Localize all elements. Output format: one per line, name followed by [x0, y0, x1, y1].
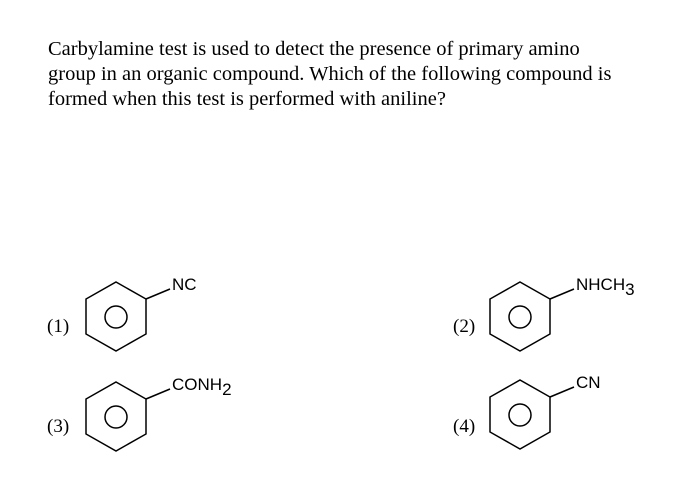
bond	[146, 289, 170, 299]
option-2-structure	[484, 270, 684, 370]
option-3-number: (3)	[47, 416, 70, 437]
aromatic-circle	[509, 404, 531, 426]
bond	[146, 389, 170, 399]
option-2-number: (2)	[453, 316, 476, 337]
benzene-ring	[86, 282, 146, 351]
benzene-ring	[86, 382, 146, 451]
substituent-label: CN	[576, 373, 601, 392]
option-4-number: (4)	[453, 416, 476, 437]
benzene-ring	[490, 380, 550, 449]
bond	[550, 289, 574, 299]
option-1-structure	[80, 270, 230, 370]
substituent-label: NC	[172, 275, 197, 294]
substituent-label: CONH2	[172, 375, 232, 399]
option-3-structure	[80, 370, 280, 470]
question-text: Carbylamine test is used to detect the presence of primary amino group in an organic compound. Which of the following compound is formed when this test is performed with aniline?	[48, 38, 612, 110]
aromatic-circle	[509, 306, 531, 328]
bond	[550, 387, 574, 397]
option-1-number: (1)	[47, 316, 70, 337]
benzene-ring	[490, 282, 550, 351]
aromatic-circle	[105, 406, 127, 428]
option-4-structure	[484, 368, 634, 468]
substituent-label: NHCH3	[576, 275, 635, 299]
aromatic-circle	[105, 306, 127, 328]
